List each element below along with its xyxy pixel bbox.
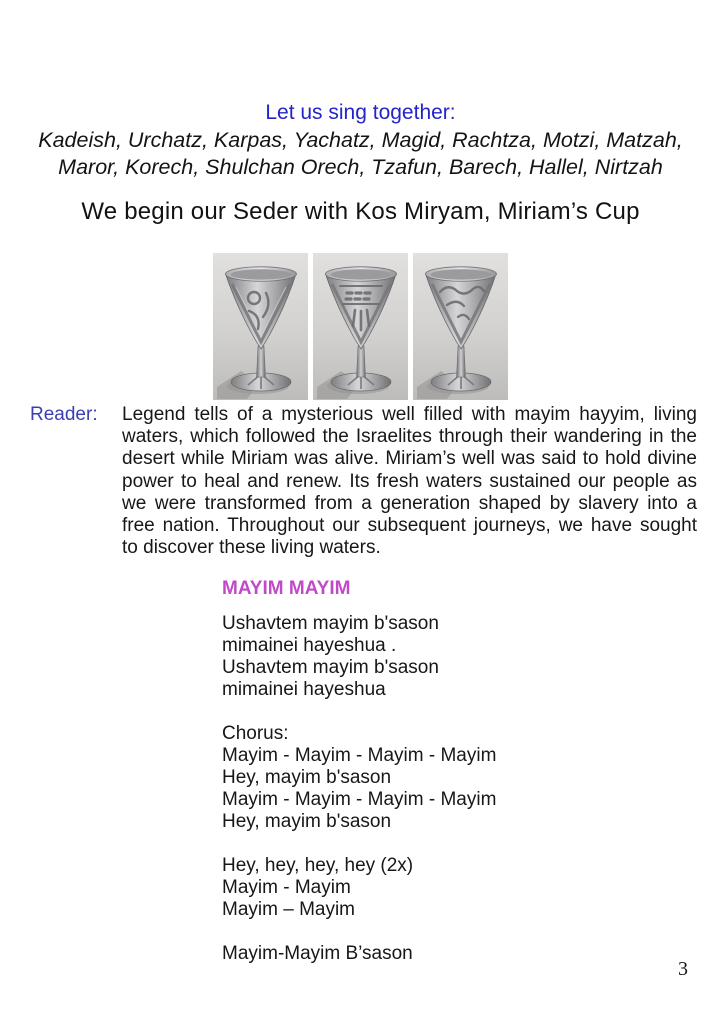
reader-label: Reader: bbox=[30, 404, 98, 425]
verse-line: Ushavtem mayim b'sason bbox=[222, 613, 439, 634]
seder-order-line-2: Maror, Korech, Shulchan Orech, Tzafun, Barech, Hallel, Nirtzah bbox=[58, 155, 663, 179]
goblet-rim-inner bbox=[231, 269, 292, 279]
goblet-rim-inner bbox=[431, 269, 492, 279]
cups-photo-row bbox=[213, 253, 508, 400]
song-final-line: Mayim-Mayim B’sason bbox=[222, 943, 413, 964]
miriam-cup-photo-center bbox=[313, 253, 408, 400]
chorus-line: Mayim - Mayim - Mayim - Mayim bbox=[222, 789, 497, 810]
verse-line: mimainei hayeshua . bbox=[222, 635, 397, 656]
miriam-cup-photo-right bbox=[413, 253, 508, 400]
verse-line: mimainei hayeshua bbox=[222, 679, 386, 700]
kos-miryam-heading: We begin our Seder with Kos Miryam, Miriam’s Cup bbox=[81, 198, 640, 225]
seder-order-line-1: Kadeish, Urchatz, Karpas, Yachatz, Magid, Rachtza, Motzi, Matzah, bbox=[38, 128, 683, 152]
goblet-stem bbox=[357, 346, 366, 377]
chorus-line: Mayim - Mayim - Mayim - Mayim bbox=[222, 745, 497, 766]
goblet-stem bbox=[457, 346, 466, 377]
goblet-stem bbox=[257, 346, 266, 377]
bridge-line: Mayim - Mayim bbox=[222, 877, 351, 898]
goblet-rim-inner bbox=[331, 269, 392, 279]
reader-paragraph: Legend tells of a mysterious well filled with mayim hayyim, living waters, which followed the Israelites through their wandering in the desert while Miriam was alive. Miriam’s well was said to hold divine power to heal and renew. Its fresh waters sustained our people as we were transformed from a generation shaped by slavery into a free nation. Throughout our subsequent journeys, we have sought to discover these living waters. bbox=[122, 404, 697, 559]
song-title: MAYIM MAYIM bbox=[222, 578, 351, 599]
song-chorus bbox=[222, 723, 496, 833]
chorus-line: Chorus: bbox=[222, 723, 289, 744]
song-bridge bbox=[222, 855, 496, 921]
chorus-line: Hey, mayim b'sason bbox=[222, 767, 392, 788]
mayim-song-block bbox=[222, 578, 496, 965]
miriam-cup-photo-left bbox=[213, 253, 308, 400]
sing-together-heading: Let us sing together: bbox=[265, 101, 456, 124]
bridge-line: Hey, hey, hey, hey (2x) bbox=[222, 855, 414, 876]
page-number: 3 bbox=[678, 958, 688, 980]
seder-order-lines bbox=[0, 127, 721, 181]
song-verse bbox=[222, 613, 496, 701]
verse-line: Ushavtem mayim b'sason bbox=[222, 657, 439, 678]
bridge-line: Mayim – Mayim bbox=[222, 899, 356, 920]
chorus-line: Hey, mayim b'sason bbox=[222, 811, 392, 832]
